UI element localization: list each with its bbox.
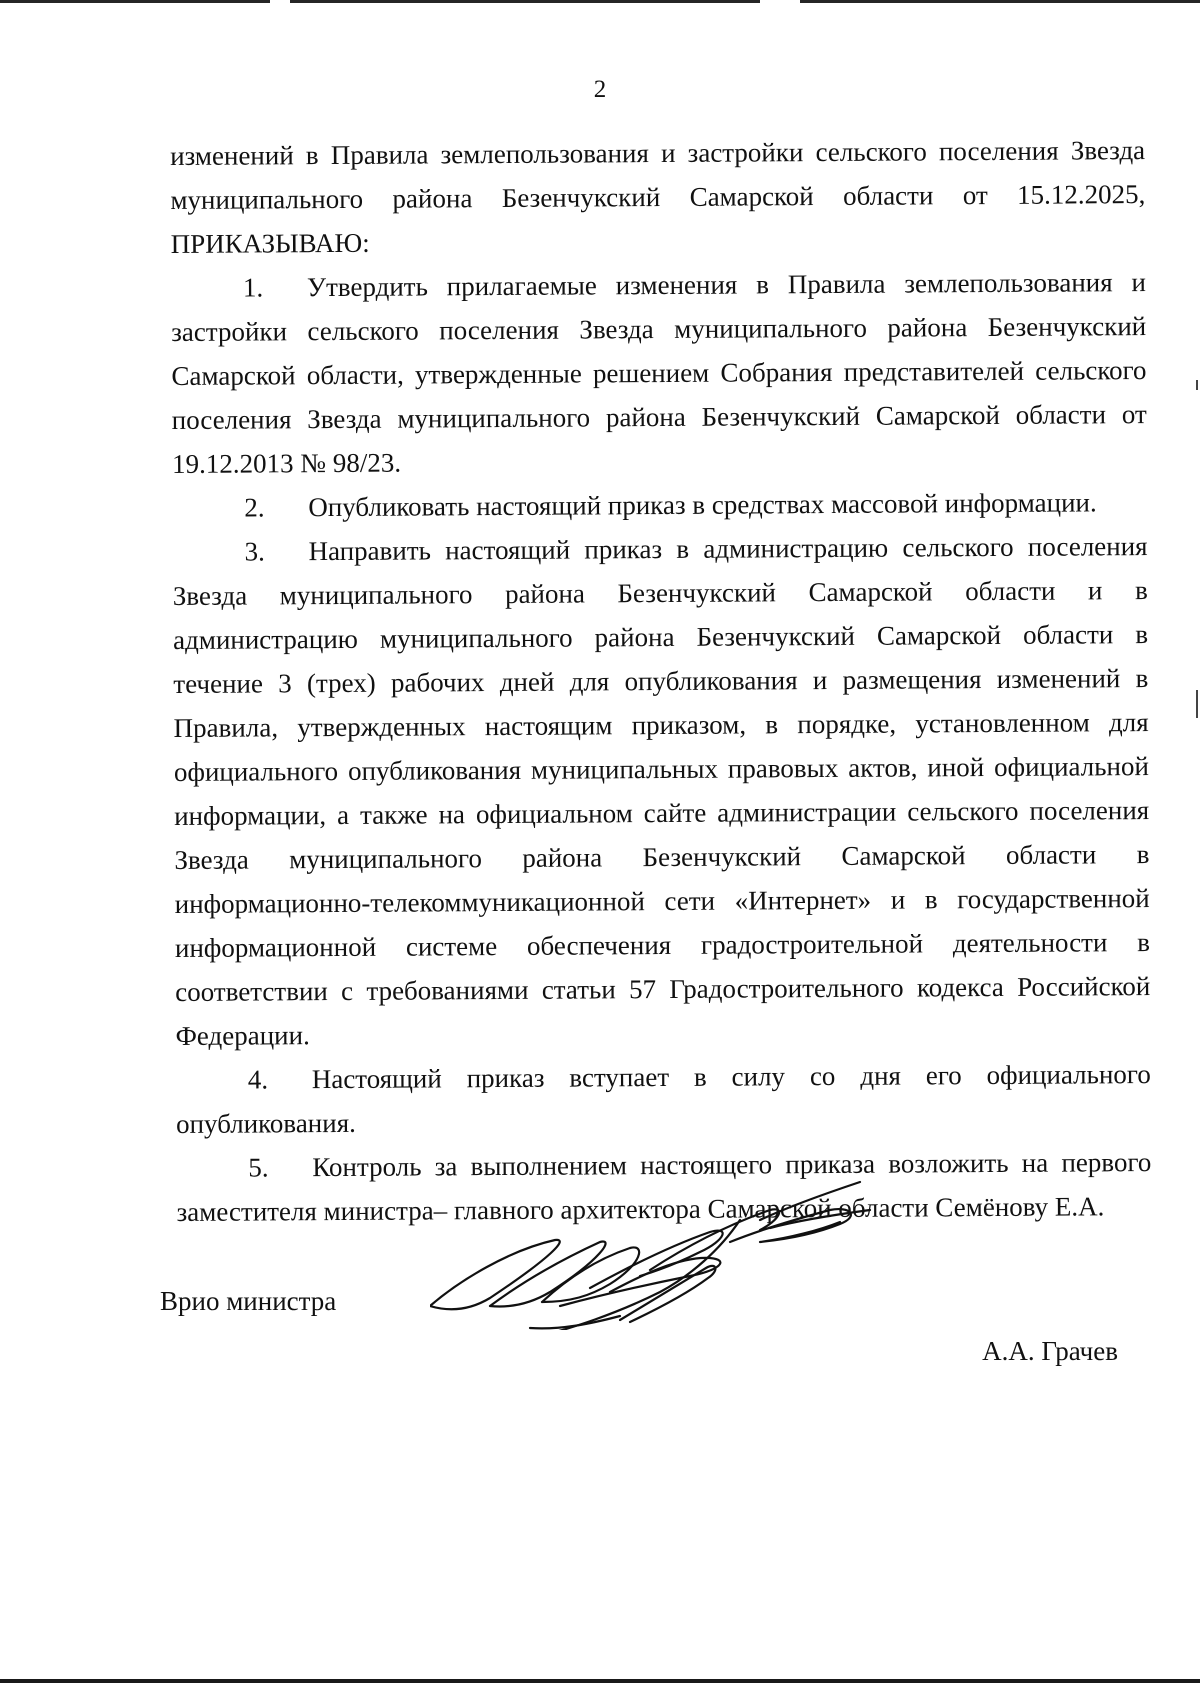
list-item-number: 4. [247,1064,269,1095]
scan-mark-right-small [1196,380,1198,390]
list-item-number: 1. [242,272,264,303]
signatory-position: Врио министра [160,1286,337,1316]
list-item-text: Направить настоящий приказ в администрацию сельского поселения Звезда муниципального района Безенчукский Самарской области и в администрацию муниципального района Безенчукский Самарской области в течение 3 (трех) рабочих дней для опубликования и размещения изменений в Правила, утвержденных настоящим приказом, в порядке, установленном для официального опубликования муниципальных правовых актов, иной официальной информации, а также на официальном сайте администрации сельского поселения Звезда муниципального района Безенчукский Самарской области в информационно-телекоммуникационной сети «Интернет» и в государственной информационной системе обеспечения градостроительной деятельности в соответствии с требованиями статьи 57 Градостроительного кодекса Российской Федерации. [172,531,1151,1051]
page-number: 2 [593,76,607,103]
list-item-2 [172,480,1147,530]
signature-block [160,1180,1140,1366]
list-item-text: Опубликовать настоящий приказ в средствах массовой информации. [308,487,1097,523]
list-item-text: Контроль за выполнением настоящего приказа возложить на первого заместителя министра– главного архитектора Самарской области Семёнову Е.А. [176,1147,1152,1227]
list-item-1 [171,260,1147,486]
list-item-text: Настоящий приказ вступает в силу со дня его официального опубликования. [175,1059,1151,1139]
scan-mark-right [1196,690,1198,718]
scan-edge-top [0,0,1200,3]
list-item-number: 5. [248,1152,269,1183]
signatory-name: А.А. Грачев [982,1336,1118,1366]
scan-edge-bottom [0,1679,1200,1683]
document-body [170,128,1152,1234]
list-item-number: 3. [244,536,265,567]
intro-paragraph: изменений в Правила землепользования и застройки сельского поселения Звезда муниципального района Безенчукский Самарской области от 15.12.2025, ПРИКАЗЫВАЮ: [170,135,1146,259]
list-item-4 [176,1052,1152,1146]
list-item-3 [172,524,1150,1058]
list-item-text: Утвердить прилагаемые изменения в Правила землепользования и застройки сельского поселения Звезда муниципального района Безенчукский Самарской области, утвержденные решением Собрания представителей сельского поселения Звезда муниципального района Безенчукский Самарской области от 19.12.2013 № 98/23. [171,267,1147,479]
list-item-number: 2. [244,492,265,523]
handwritten-signature [430,1180,890,1330]
